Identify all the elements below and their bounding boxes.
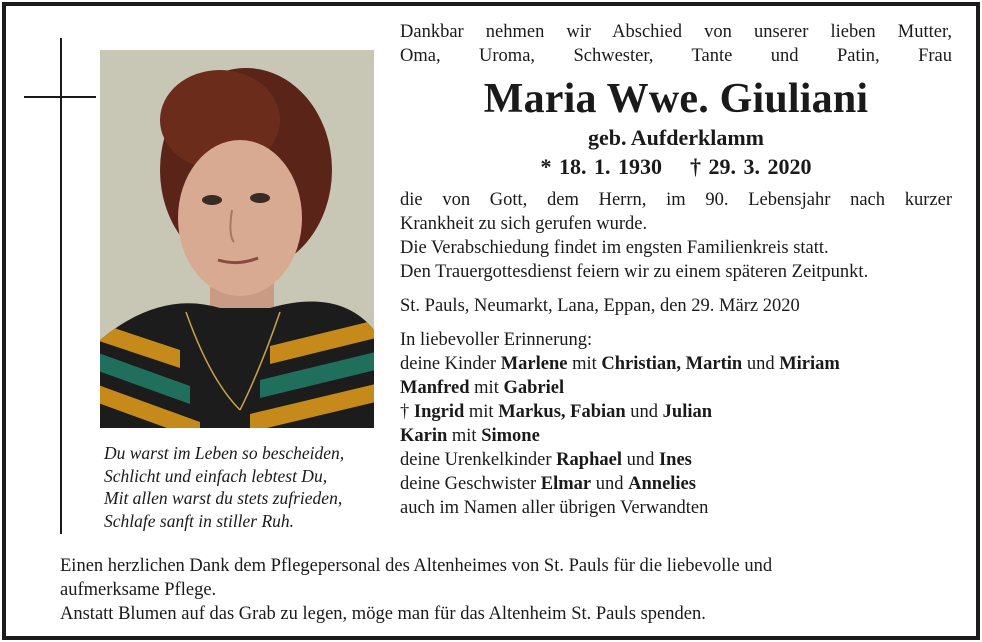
acknowledgement <box>60 554 920 626</box>
family-text: deine Geschwister <box>400 474 541 494</box>
poem-line: Schlafe sanft in stiller Ruh. <box>104 510 295 531</box>
family-line-ingrid <box>400 400 952 424</box>
obituary-notice <box>2 2 980 640</box>
family-text: mit <box>464 402 499 422</box>
family-member: Manfred <box>400 378 470 398</box>
portrait-illustration <box>100 50 374 428</box>
cross-icon <box>60 38 62 534</box>
cross-icon-bar <box>24 96 96 98</box>
family-line-great-grandchildren <box>400 448 952 472</box>
notice-text-column <box>400 20 952 520</box>
family-text: mit <box>469 378 504 398</box>
family-member: Julian <box>662 402 713 422</box>
family-text: † <box>400 402 414 422</box>
death-date: † 29. 3. 2020 <box>690 154 812 179</box>
family-member: Ines <box>658 450 692 470</box>
deceased-name: Maria Wwe. Giuliani <box>483 76 869 122</box>
family-member: Simone <box>481 426 540 446</box>
poem-line: Schlicht und einfach lebtest Du, <box>104 465 328 486</box>
poem-line: Mit allen warst du stets zufrieden, <box>104 488 343 508</box>
memory-heading: In liebevoller Erinnerung: <box>400 330 593 350</box>
thanks-line: aufmerksame Pflege. <box>60 580 217 600</box>
family-member: Annelies <box>628 474 696 494</box>
family-line-children <box>400 352 952 376</box>
birth-date: * 18. 1. 1930 <box>540 154 662 179</box>
farewell-line: Die Verabschiedung findet im engsten Familienkreis statt. <box>400 238 829 258</box>
family-member: Christian, Martin <box>601 354 743 374</box>
memorial-poem <box>104 442 384 532</box>
death-text-line: Krankheit zu sich gerufen wurde. <box>400 214 648 234</box>
family-line-karin <box>400 424 952 448</box>
death-text-line: die von Gott, dem Herrn, im 90. Lebensjahr nach kurzer <box>400 190 952 210</box>
family-text: und <box>742 354 780 374</box>
maiden-name: geb. Aufderklamm <box>588 125 764 150</box>
family-member: Ingrid <box>413 402 465 422</box>
poem-line: Du warst im Leben so bescheiden, <box>104 443 345 463</box>
intro-line: Dankbar nehmen wir Abschied von unserer lieben Mutter, <box>400 22 952 42</box>
family-member: Markus, Fabian <box>498 402 626 422</box>
farewell-line: Den Trauergottesdienst feiern wir zu einem späteren Zeitpunkt. <box>400 262 869 282</box>
family-member: Karin <box>400 426 448 446</box>
portrait-photo <box>100 50 374 428</box>
family-member: Miriam <box>779 354 840 374</box>
donation-line: Anstatt Blumen auf das Grab zu legen, möge man für das Altenheim St. Pauls spenden. <box>60 604 706 624</box>
family-text: und <box>591 474 629 494</box>
family-line-siblings <box>400 472 952 496</box>
family-text: und <box>625 402 663 422</box>
thanks-line: Einen herzlichen Dank dem Pflegepersonal des Altenheimes von St. Pauls für die liebevolle und <box>60 556 773 576</box>
intro-line: Oma, Uroma, Schwester, Tante und Patin, Frau <box>400 46 952 66</box>
family-member: Marlene <box>500 354 568 374</box>
family-text: mit <box>567 354 602 374</box>
family-line-others: auch im Namen aller übrigen Verwandten <box>400 498 709 518</box>
family-member: Raphael <box>556 450 622 470</box>
place-date: St. Pauls, Neumarkt, Lana, Eppan, den 29. März 2020 <box>400 296 800 316</box>
family-line-manfred <box>400 376 952 400</box>
family-text: deine Kinder <box>400 354 501 374</box>
life-dates <box>400 152 952 182</box>
family-member: Elmar <box>540 474 592 494</box>
family-text: mit <box>447 426 482 446</box>
family-member: Gabriel <box>503 378 565 398</box>
family-text: deine Urenkelkinder <box>400 450 557 470</box>
family-text: und <box>621 450 659 470</box>
